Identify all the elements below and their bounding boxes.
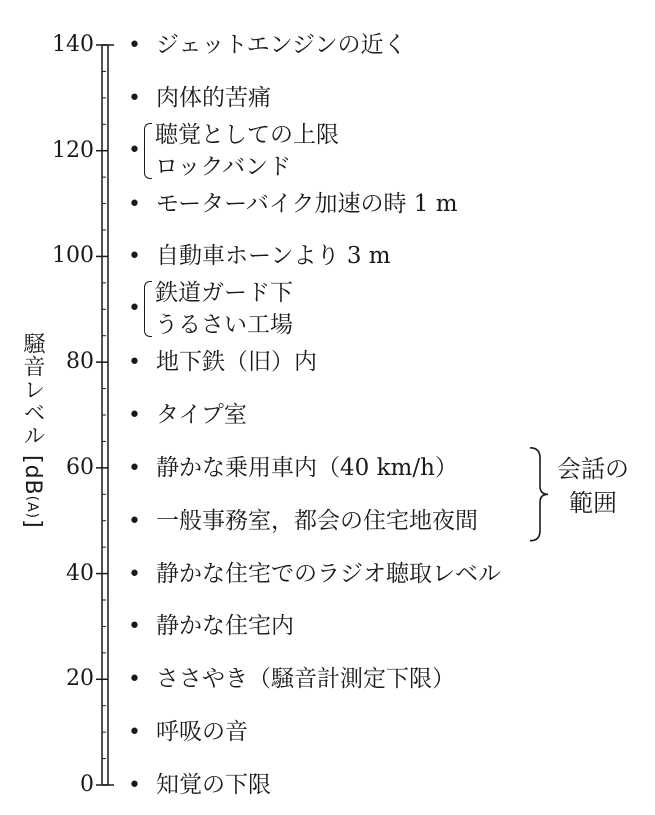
noise-level-label: 静かな住宅でのラジオ聴取レベル: [156, 560, 501, 587]
noise-level-item: [128, 452, 458, 484]
noise-level-label: 一般事務室，都会の住宅地夜間: [156, 507, 478, 534]
bullet-icon: •: [128, 773, 141, 798]
conversation-range-label: [548, 452, 638, 520]
noise-level-label: 呼吸の音: [156, 719, 248, 746]
noise-level-item: [128, 769, 271, 801]
tick-label: 0: [80, 772, 94, 797]
axis-title-text: 騒音レベル: [20, 331, 45, 447]
noise-level-item: [128, 188, 458, 220]
bullet-icon: •: [128, 244, 141, 270]
tick-label: 80: [66, 349, 94, 375]
noise-level-item: [128, 558, 501, 590]
noise-level-item: [128, 82, 271, 114]
noise-level-label: 自動車ホーンより 3 m: [156, 243, 391, 270]
bullet-icon: •: [128, 508, 141, 534]
bullet-icon: •: [128, 350, 141, 376]
bullet-icon: •: [128, 614, 141, 640]
tick-label: 120: [52, 137, 94, 163]
noise-level-item: [128, 346, 317, 378]
bullet-icon: •: [128, 455, 141, 481]
noise-level-label: タイプ室: [156, 402, 247, 428]
group-bracket: [144, 123, 152, 179]
tick-label: 40: [66, 560, 94, 586]
noise-level-item: [128, 29, 406, 61]
noise-level-label: 静かな住宅内: [156, 613, 294, 640]
bullet-icon: •: [128, 85, 141, 111]
noise-level-label: ロックバンド: [155, 153, 292, 180]
noise-level-label: うるさい工場: [155, 312, 293, 339]
bullet-icon: •: [128, 667, 141, 693]
noise-level-label: 地下鉄（旧）内: [156, 349, 317, 376]
tick-label: 60: [66, 454, 94, 480]
noise-level-item: [128, 505, 478, 537]
tick-label: 140: [52, 32, 94, 57]
group-bracket: [144, 281, 152, 337]
noise-level-item: [128, 716, 248, 748]
noise-level-item: [128, 663, 455, 695]
noise-level-label: ささやき（騒音計測定下限）: [156, 666, 455, 693]
bullet-icon: •: [128, 561, 141, 587]
noise-level-label: 肉体的苦痛: [156, 84, 271, 111]
tick-label: 100: [52, 243, 94, 269]
noise-level-item: [128, 399, 247, 431]
bullet-icon: •: [128, 296, 141, 322]
noise-level-label: 知覚の下限: [156, 772, 271, 798]
noise-level-item: [128, 240, 391, 272]
axis-title: [2, 300, 52, 560]
noise-level-label: ジェットエンジンの近く: [156, 32, 407, 58]
noise-level-label: モーターバイク加速の時 1 m: [156, 190, 458, 217]
axis-unit-subscript: (A): [24, 495, 40, 519]
conversation-range-label-line2: 範囲: [569, 489, 617, 517]
bullet-icon: •: [128, 191, 141, 217]
axis-unit-prefix: [dB: [20, 454, 45, 496]
bullet-icon: •: [128, 137, 141, 163]
tick-label: 20: [66, 666, 94, 692]
conversation-range-label-line1: 会話の: [557, 455, 629, 483]
conversation-range-brace: [530, 448, 548, 541]
noise-level-item: [128, 610, 294, 642]
bullet-icon: •: [128, 720, 141, 746]
noise-level-label: 聴覚としての上限: [155, 121, 339, 148]
noise-level-label: 静かな乗用車内（40 km/h）: [156, 454, 458, 481]
axis-unit-suffix: ]: [20, 518, 45, 529]
noise-level-label: 鉄道ガード下: [155, 280, 293, 307]
bullet-icon: •: [128, 403, 141, 428]
bullet-icon: •: [128, 33, 141, 58]
